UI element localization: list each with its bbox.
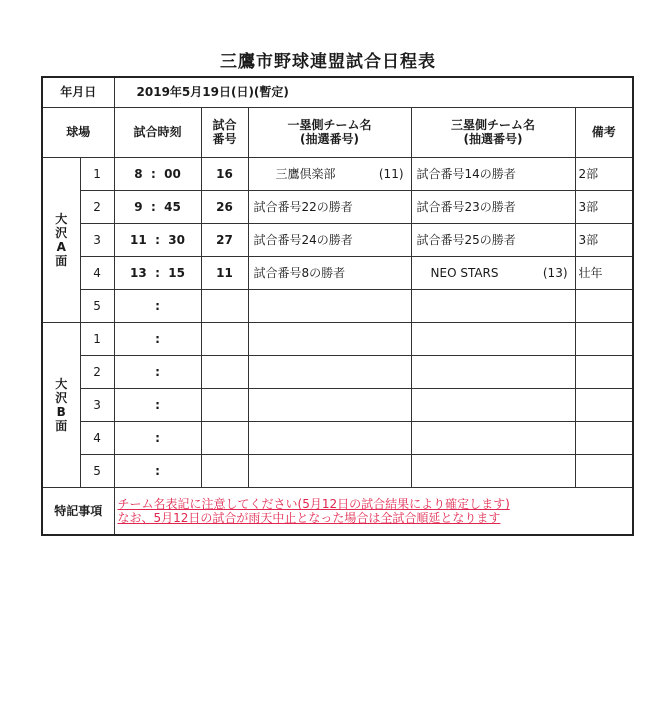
third-base-team [411, 455, 575, 488]
table-row [42, 223, 633, 256]
game-number: 26 [201, 190, 248, 223]
header-third-base: 三塁側チーム名 (抽選番号) [411, 107, 575, 157]
table-row [42, 455, 633, 488]
special-notes-label: 特記事項 [42, 488, 114, 535]
first-base-team: 試合番号24の勝者 [248, 223, 411, 256]
special-notes-row [42, 488, 633, 535]
game-number: 11 [201, 256, 248, 289]
first-base-team [248, 389, 411, 422]
remarks-cell [575, 422, 633, 455]
game-number: 27 [201, 223, 248, 256]
row-number: 4 [80, 422, 114, 455]
row-number: 2 [80, 356, 114, 389]
special-notes-text: チーム名表記に注意してください(5月12日の試合結果により確定します) なお、5月12日の試合が雨天中止となった場合は全試合順延となります [114, 488, 633, 535]
first-base-team [248, 356, 411, 389]
third-base-team [411, 322, 575, 355]
first-base-team [248, 322, 411, 355]
game-time: : [114, 322, 201, 355]
table-row [42, 356, 633, 389]
first-base-team: 試合番号22の勝者 [248, 190, 411, 223]
third-base-team: 試合番号25の勝者 [411, 223, 575, 256]
remarks-cell [575, 289, 633, 322]
header-first-base: 一塁側チーム名 (抽選番号) [248, 107, 411, 157]
game-time: : [114, 289, 201, 322]
date-row [42, 77, 633, 107]
game-number [201, 289, 248, 322]
first-base-team [248, 455, 411, 488]
game-number [201, 422, 248, 455]
game-time: 11 : 30 [114, 223, 201, 256]
remarks-cell: 壮年 [575, 256, 633, 289]
row-number: 5 [80, 289, 114, 322]
table-row [42, 256, 633, 289]
remarks-cell [575, 389, 633, 422]
game-number [201, 356, 248, 389]
row-number: 1 [80, 322, 114, 355]
third-base-team: 試合番号14の勝者 [411, 157, 575, 190]
game-time: : [114, 422, 201, 455]
table-row [42, 389, 633, 422]
first-base-team [248, 289, 411, 322]
remarks-cell [575, 455, 633, 488]
table-row [42, 422, 633, 455]
venue-a-label: 大 沢 A 面 [42, 157, 80, 322]
game-time: 8 : 00 [114, 157, 201, 190]
venue-b-label: 大 沢 B 面 [42, 322, 80, 487]
remarks-cell [575, 356, 633, 389]
game-number [201, 322, 248, 355]
game-number [201, 455, 248, 488]
third-base-team [411, 422, 575, 455]
table-row [42, 190, 633, 223]
game-number [201, 389, 248, 422]
header-time: 試合時刻 [114, 107, 201, 157]
first-base-team: 試合番号8の勝者 [248, 256, 411, 289]
first-base-team [248, 422, 411, 455]
third-base-team: 試合番号23の勝者 [411, 190, 575, 223]
header-remarks: 備考 [575, 107, 633, 157]
remarks-cell: 3部 [575, 223, 633, 256]
row-number: 3 [80, 389, 114, 422]
game-time: : [114, 356, 201, 389]
header-venue: 球場 [42, 107, 114, 157]
third-base-team [411, 356, 575, 389]
third-base-team [411, 289, 575, 322]
row-number: 5 [80, 455, 114, 488]
third-base-team [411, 389, 575, 422]
header-row [42, 107, 633, 157]
third-base-team: NEO STARS (13) [411, 256, 575, 289]
row-number: 2 [80, 190, 114, 223]
row-number: 3 [80, 223, 114, 256]
game-time: 9 : 45 [114, 190, 201, 223]
header-game-no: 試合 番号 [201, 107, 248, 157]
row-number: 4 [80, 256, 114, 289]
table-row [42, 289, 633, 322]
remarks-cell [575, 322, 633, 355]
game-time: : [114, 455, 201, 488]
row-number: 1 [80, 157, 114, 190]
game-time: : [114, 389, 201, 422]
game-time: 13 : 15 [114, 256, 201, 289]
page-title: 三鷹市野球連盟試合日程表 [220, 52, 436, 72]
game-number: 16 [201, 157, 248, 190]
remarks-cell: 3部 [575, 190, 633, 223]
first-base-team: 三鷹倶楽部 (11) [248, 157, 411, 190]
date-value: 2019年5月19日(日)(暫定) [114, 77, 633, 107]
table-row [42, 322, 633, 355]
table-row [42, 157, 633, 190]
schedule-table [41, 76, 634, 536]
remarks-cell: 2部 [575, 157, 633, 190]
date-label: 年月日 [42, 77, 114, 107]
